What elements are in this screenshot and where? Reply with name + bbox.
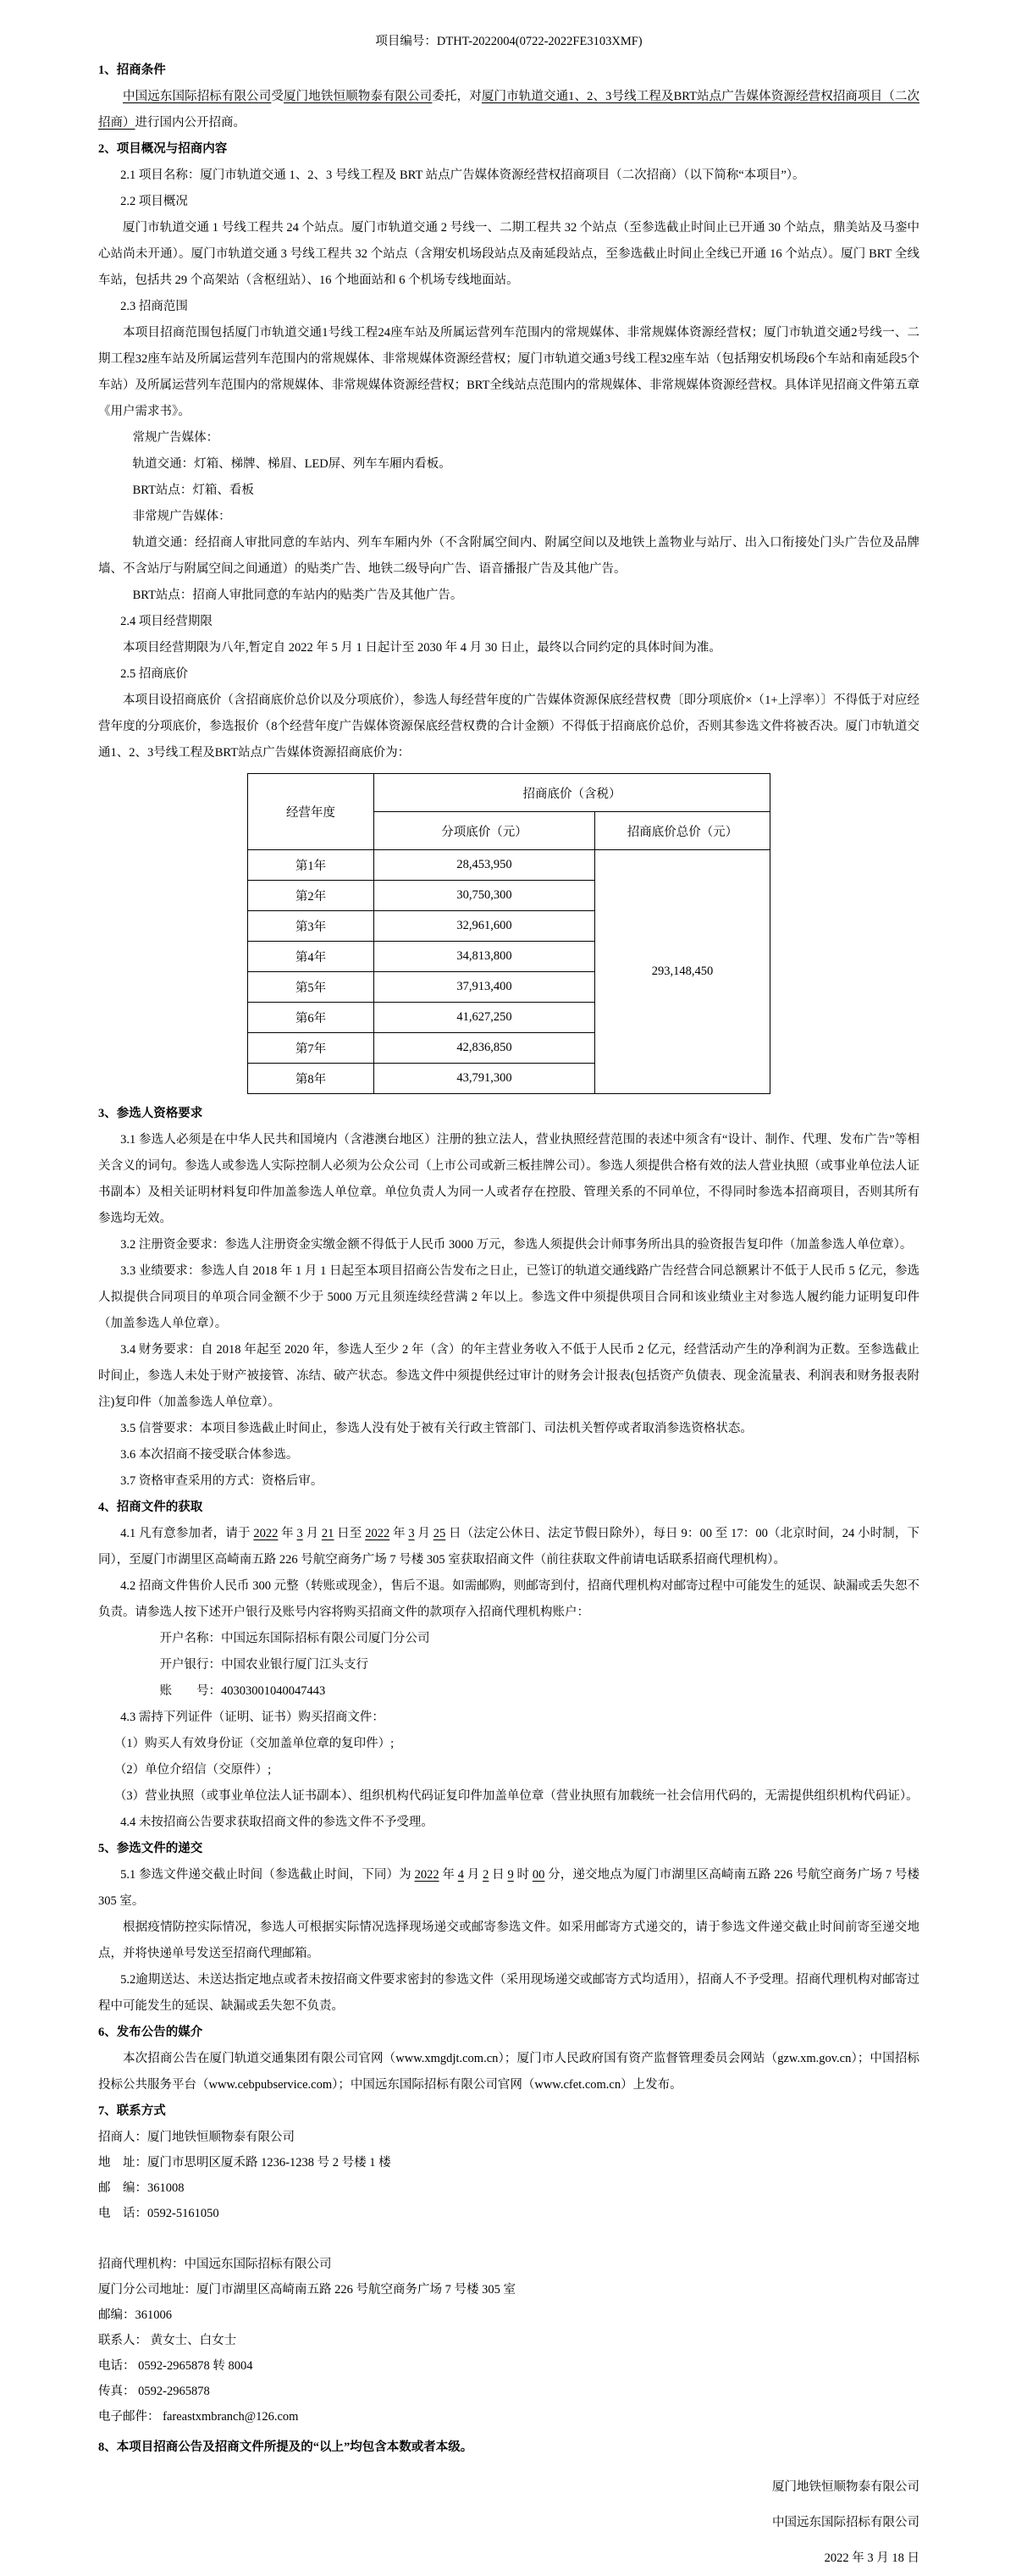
agent-zip-line: 邮编：361006 — [98, 2308, 172, 2322]
clause-3-2: 3.2 注册资金要求：参选人注册资金实缴金额不得低于人民币 3000 万元，参选人须提供会计师事务所出具的验资报告复印件（加盖参选人单位章）。 — [120, 1238, 913, 1252]
bank-account-number: 账 号：40303001040047443 — [159, 1684, 326, 1698]
owner-zip-line: 邮 编：361008 — [98, 2181, 185, 2195]
project-number-label: 项目编号： — [375, 35, 437, 48]
clause-3-5: 3.5 信誉要求：本项目参选截止时间止，参选人没有处于被有关行政主管部门、司法机关暂停或者取消参选资格状态。 — [120, 1422, 753, 1435]
clause-3-7: 3.7 资格审查采用的方式：资格后审。 — [120, 1474, 323, 1488]
date-underlined: 21 — [321, 1527, 334, 1540]
time-underlined: 00 — [532, 1868, 545, 1882]
media-line-brt-regular: BRT站点：灯箱、看板 — [132, 484, 254, 497]
section-6-body: 本次招商公告在厦门轨道交通集团有限公司官网（www.xmgdjt.com.cn）；厦门市人民政府国有资产监督管理委员会网站（gzw.xm.gov.cn）；中国招标投标公共服务平台（www.cebpubservice.com）；中国远东国际招标有限公司官网（www.cfet.com.cn）上发布。 — [98, 2052, 919, 2092]
text-run: 日（法定公休日、法定节假日除外），每日 9：00 至 17：00（北京时间，24 小时制，下同），至厦门市湖里区高崎南五路 226 号航空商务广场 7 号楼 305 室获取招商文件（前往获取文件前请电话联系招商代理机构）。 — [98, 1527, 920, 1567]
text-run: 日 — [489, 1868, 508, 1882]
price-table-col-year: 经营年度 — [248, 774, 374, 850]
spacer — [98, 2226, 919, 2252]
text-run: 委托，对 — [432, 90, 482, 103]
media-line-rail-regular: 轨道交通：灯箱、梯牌、梯眉、LED屏、列车车厢内看板。 — [132, 457, 451, 471]
year-cell: 第5年 — [248, 972, 374, 1003]
owner-address-line: 地 址：厦门市思明区厦禾路 1236-1238 号 2 号楼 1 楼 — [98, 2156, 391, 2170]
text-run: 4.1 凡有意参加者，请于 — [120, 1527, 254, 1540]
clause-4-1 — [98, 1521, 919, 1573]
price-cell: 37,913,400 — [374, 972, 595, 1003]
price-cell: 28,453,950 — [374, 850, 595, 881]
text-run: 月 — [302, 1527, 322, 1540]
text-run: 受 — [271, 90, 284, 103]
project-number-value: DTHT-2022004(0722-2022FE3103XMF) — [436, 35, 643, 48]
date-underlined: 2022 — [365, 1527, 390, 1540]
clause-2-4-body: 本项目经营期限为八年,暂定自 2022 年 5 月 1 日起计至 2030 年 4 月 30 日止，最终以合同约定的具体时间为准。 — [123, 641, 721, 655]
text-run: 分，递交地点为厦门市湖里区高崎南五路 226 号航空商务广场 7 号楼 305 室。 — [98, 1868, 920, 1908]
year-cell: 第7年 — [248, 1033, 374, 1064]
price-table-row — [248, 850, 770, 881]
section-2-heading: 2、项目概况与招商内容 — [98, 142, 228, 156]
text-run: 月 — [463, 1868, 483, 1882]
price-table-col-group: 招商底价（含税） — [374, 774, 770, 812]
price-table-col-total: 招商底价总价（元） — [595, 812, 770, 850]
price-cell: 42,836,850 — [374, 1033, 595, 1064]
year-cell: 第2年 — [248, 881, 374, 911]
agency-name-underlined: 中国远东国际招标有限公司 — [123, 90, 272, 103]
date-underlined: 3 — [408, 1527, 415, 1540]
price-table-header-row-1 — [248, 774, 770, 812]
footer-company-owner: 厦门地铁恒顺物泰有限公司 — [772, 2480, 919, 2494]
media-line-rail-irregular: 轨道交通：经招商人审批同意的车站内、列车车厢内外（不含附属空间内、附属空间以及地铁上盖物业与站厅、出入口衔接处门头广告位及品牌墙、不含站厅与附属空间之间通道）的贴类广告、地铁二级导向广告、语音播报广告及其他广告。 — [98, 536, 919, 576]
year-cell: 第4年 — [248, 942, 374, 972]
project-name-underlined: 厦门市轨道交通1、2、3号线工程及BRT站点广告媒体资源经营权招商项目（二次招商） — [98, 90, 920, 130]
clause-4-3-item-2: （2）单位介绍信（交原件）; — [113, 1763, 272, 1777]
text-run: 年 — [439, 1868, 458, 1882]
section-3-heading: 3、参选人资格要求 — [98, 1107, 203, 1120]
section-5-heading: 5、参选文件的递交 — [98, 1842, 203, 1855]
bank-account-name: 开户名称：中国远东国际招标有限公司厦门分公司 — [159, 1632, 430, 1645]
media-line-irregular-title: 非常规广告媒体： — [132, 510, 231, 523]
contact-block — [98, 2125, 919, 2430]
agent-phone-line: 电话： 0592-2965878 转 8004 — [98, 2359, 253, 2373]
text-run: 年 — [278, 1527, 297, 1540]
clause-5-1 — [98, 1862, 919, 1915]
footer-company-agent: 中国远东国际招标有限公司 — [772, 2516, 919, 2529]
clause-4-4: 4.4 未按招商公告要求获取招商文件的参选文件不予受理。 — [120, 1816, 433, 1829]
text-run: 5.1 参选文件递交截止时间（参选截止时间，下同）为 — [120, 1868, 415, 1882]
price-table — [247, 773, 770, 1094]
clause-4-3-item-1: （1）购买人有效身份证（交加盖单位章的复印件）; — [113, 1737, 395, 1750]
year-cell: 第6年 — [248, 1003, 374, 1033]
date-underlined: 4 — [457, 1868, 464, 1882]
time-underlined: 9 — [507, 1868, 514, 1882]
clause-4-3: 4.3 需持下列证件（证明、证书）购买招商文件： — [120, 1711, 384, 1724]
clause-2-5-body: 本项目设招商底价（含招商底价总价以及分项底价），参选人每经营年度的广告媒体资源保底经营权费〔即分项底价×（1+上浮率）〕不得低于对应经营年度的分项底价，参选报价（8个经营年度广告媒体资源保底经营权费的合计金额）不得低于招商底价总价，否则其参选文件将被否决。厦门市轨道交通1、2、3号线工程及BRT站点广告媒体资源招商底价为： — [98, 694, 919, 760]
price-cell: 41,627,250 — [374, 1003, 595, 1033]
year-cell: 第3年 — [248, 911, 374, 942]
section-6-heading: 6、发布公告的媒介 — [98, 2026, 203, 2039]
price-cell: 43,791,300 — [374, 1064, 595, 1094]
clause-2-4-heading: 2.4 项目经营期限 — [120, 615, 213, 628]
text-run: 月 — [414, 1527, 433, 1540]
clause-3-3: 3.3 业绩要求：参选人自 2018 年 1 月 1 日起至本项目招商公告发布之日止，已签订的轨道交通线路广告经营合同总额累计不低于人民币 5 亿元，参选人拟提供合同项目的单项合同金额不少于 5000 万元且须连续经营满 2 年以上。参选文件中须提供项目合同和该业绩业主对参选人履约能力证明复印件（加盖参选人单位章）。 — [98, 1264, 919, 1330]
date-underlined: 25 — [433, 1527, 446, 1540]
owner-name-line: 招商人：厦门地铁恒顺物泰有限公司 — [98, 2131, 295, 2144]
clause-4-3-item-3: （3）营业执照（或事业单位法人证书副本）、组织机构代码证复印件加盖单位章（营业执照有加载统一社会信用代码的，无需提供组织机构代码证）。 — [113, 1789, 919, 1803]
clause-2-1: 2.1 项目名称：厦门市轨道交通 1、2、3 号线工程及 BRT 站点广告媒体资源经营权招商项目（二次招商）（以下简称“本项目”）。 — [120, 169, 805, 182]
bank-name: 开户银行：中国农业银行厦门江头支行 — [159, 1658, 368, 1672]
section-8-heading: 8、本项目招商公告及招商文件所提及的“以上”均包含本数或者本级。 — [98, 2441, 473, 2454]
text-run: 进行国内公开招商。 — [135, 116, 246, 130]
clause-3-4: 3.4 财务要求：自 2018 年起至 2020 年，参选人至少 2 年（含）的年主营业务收入不低于人民币 2 亿元，经营活动产生的净利润为正数。至参选截止时间止，参选人未处于财产被接管、冻结、破产状态。参选文件中须提供经过审计的财务会计报表(包括资产负债表、现金流量表、利润表和财务报表附注)复印件（加盖参选人单位章）。 — [98, 1343, 919, 1409]
text-run: 时 — [513, 1868, 533, 1882]
date-underlined: 2 — [483, 1868, 489, 1882]
clause-4-2: 4.2 招商文件售价人民币 300 元整（转账或现金），售后不退。如需邮购，则邮寄到付，招商代理机构对邮寄过程中可能发生的延误、缺漏或丢失恕不负责。请参选人按下述开户银行及账号内容将购买招商文件的款项存入招商代理机构账户： — [98, 1579, 919, 1619]
section-1-paragraph — [98, 84, 919, 136]
clause-3-1: 3.1 参选人必须是在中华人民共和国境内（含港澳台地区）注册的独立法人，营业执照经营范围的表述中须含有“设计、制作、代理、发布广告”等相关含义的词句。参选人或参选人实际控制人必须为公众公司（上市公司或新三板挂牌公司）。参选人须提供合格有效的法人营业执照（或事业单位法人证书副本）及相关证明材料复印件加盖参选人单位章。单位负责人为同一人或者存在控股、管理关系的不同单位，不得同时参选本招商项目，否则其所有参选均无效。 — [98, 1133, 919, 1225]
text-run: 年 — [389, 1527, 409, 1540]
clause-2-2-body: 厦门市轨道交通 1 号线工程共 24 个站点。厦门市轨道交通 2 号线一、二期工程共 32 个站点（至参选截止时间止已开通 30 个站点，鼎美站及马銮中心站尚未开通）。厦门市轨道交通 3 号线工程共 32 个站点（含翔安机场段站点及南延段站点，至参选截止时间止全线已开通 16 个站点）。厦门 BRT 全线车站，包括共 29 个高架站（含枢纽站）、16 个地面站和 6 个机场专线地面站。 — [98, 221, 919, 287]
clause-5-2: 5.2逾期送达、未送达指定地点或者未按招商文件要求密封的参选文件（采用现场递交或邮寄方式均适用），招商人不予受理。招商代理机构对邮寄过程中可能发生的延误、缺漏或丢失恕不负责。 — [98, 1973, 919, 2013]
text-run: 日至 — [334, 1527, 366, 1540]
clause-2-3-heading: 2.3 招商范围 — [120, 300, 188, 313]
price-table-col-item: 分项底价（元） — [374, 812, 595, 850]
price-cell: 30,750,300 — [374, 881, 595, 911]
agent-name-line: 招商代理机构：中国远东国际招标有限公司 — [98, 2258, 332, 2271]
media-line-regular-title: 常规广告媒体： — [132, 431, 219, 445]
footer-date: 2022 年 3 月 18 日 — [824, 2551, 919, 2565]
year-cell: 第8年 — [248, 1064, 374, 1094]
clause-2-2-heading: 2.2 项目概况 — [120, 195, 188, 208]
date-underlined: 3 — [296, 1527, 303, 1540]
year-cell: 第1年 — [248, 850, 374, 881]
section-7-heading: 7、联系方式 — [98, 2104, 166, 2118]
clause-2-5-heading: 2.5 招商底价 — [120, 667, 188, 681]
price-cell: 32,961,600 — [374, 911, 595, 942]
signature-block — [98, 2469, 919, 2576]
owner-phone-line: 电 话：0592-5161050 — [98, 2207, 219, 2220]
price-cell: 34,813,800 — [374, 942, 595, 972]
project-number-line — [98, 29, 919, 54]
media-line-brt-irregular: BRT站点：招商人审批同意的车站内的贴类广告及其他广告。 — [132, 589, 463, 602]
section-1-heading: 1、招商条件 — [98, 64, 166, 77]
date-underlined: 2022 — [414, 1868, 439, 1882]
clause-3-6: 3.6 本次招商不接受联合体参选。 — [120, 1448, 299, 1462]
owner-name-underlined: 厦门地铁恒顺物泰有限公司 — [284, 90, 433, 103]
section-4-heading: 4、招商文件的获取 — [98, 1501, 203, 1514]
clause-2-3-body: 本项目招商范围包括厦门市轨道交通1号线工程24座车站及所属运营列车范围内的常规媒体、非常规媒体资源经营权；厦门市轨道交通2号线一、二期工程32座车站及所属运营列车范围内的常规媒体、非常规媒体资源经营权；厦门市轨道交通3号线工程32座车站（包括翔安机场段6个车站和南延段5个车站）及所属运营列车范围内的常规媒体、非常规媒体资源经营权；BRT全线站点范围内的常规媒体、非常规媒体资源经营权。具体详见招商文件第五章《用户需求书》。 — [98, 326, 919, 418]
agent-contact-line: 联系人： 黄女士、白女士 — [98, 2334, 237, 2347]
total-price-cell: 293,148,450 — [595, 850, 770, 1094]
clause-5-epidemic-note: 根据疫情防控实际情况，参选人可根据实际情况选择现场递交或邮寄参选文件。如采用邮寄方式递交的，请于参选文件递交截止时间前寄至递交地点，并将快递单号发送至招商代理邮箱。 — [98, 1921, 919, 1960]
agent-email-line: 电子邮件： fareastxmbranch@126.com — [98, 2410, 299, 2424]
date-underlined: 2022 — [253, 1527, 279, 1540]
agent-address-line: 厦门分公司地址：厦门市湖里区高崎南五路 226 号航空商务广场 7 号楼 305 室 — [98, 2283, 516, 2297]
agent-fax-line: 传真： 0592-2965878 — [98, 2385, 210, 2398]
